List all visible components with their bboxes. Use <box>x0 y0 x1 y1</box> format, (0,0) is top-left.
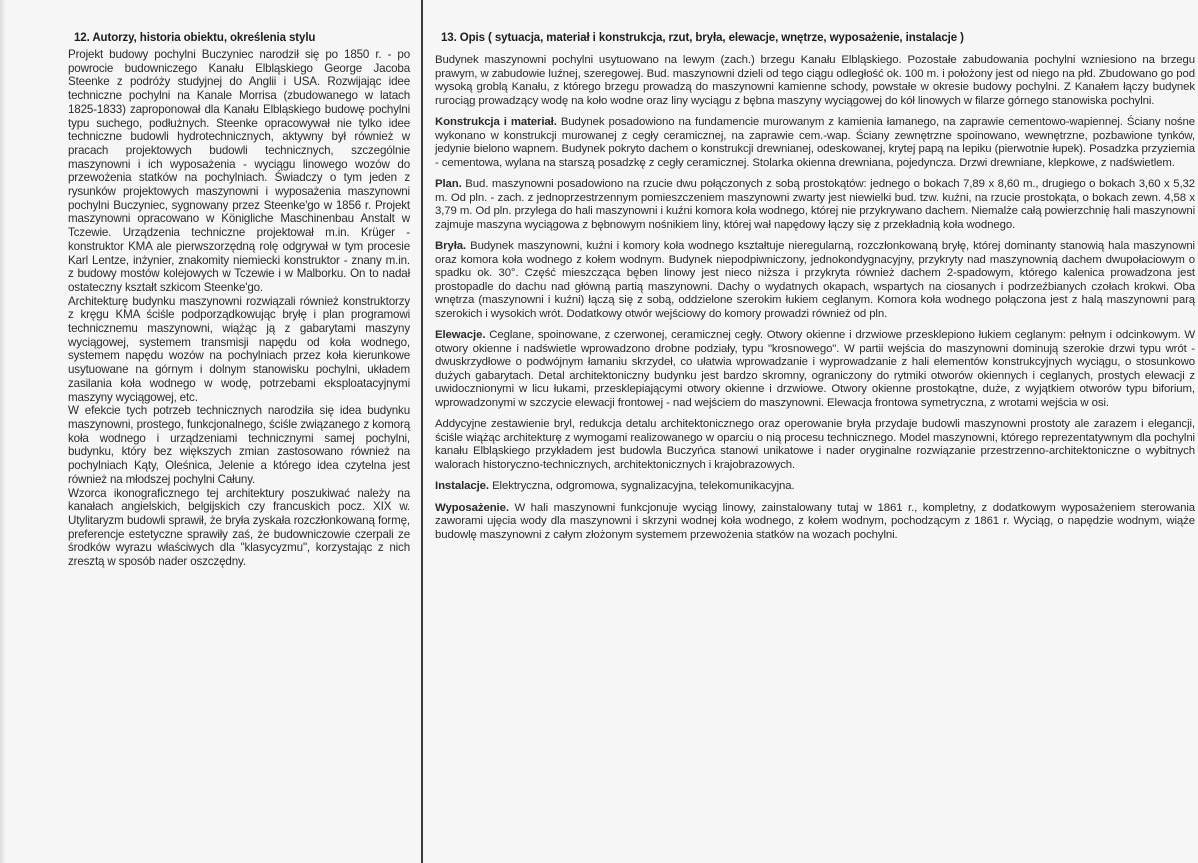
scan-edge <box>0 0 6 863</box>
section-text: Addycyjne zestawienie bryl, redukcja detalu architektonicznego oraz operowanie bryła przydaje budowli maszynowni prostoty ale zarazem i elegancji, ściśle wiążąc architekturę z wymogami realizowanego w oparciu o nią procesu technicznego. Model maszynowni, którego reprezentatywnym dla pochylni kanału Elbląskiego przykładem jest budowla Buczyńca stanowi unikatowe i nader oryginalne rozwiązanie przestrzenno-architektoniczne o wybitnych walorach historyczno-technicznych, architektonicznych i krajobrazowych. <box>435 418 1195 471</box>
section-elewacje <box>435 329 1195 410</box>
intro-paragraph: Budynek maszynowni pochylni usytuowano na lewym (zach.) brzegu Kanału Elbląskiego. Pozostałe zabudowania pochylni wzniesiono na brzegu prawym, w zabudowie luźnej, szeregowej. Bud. maszynowni dzieli od tego ciągu odległość ok. 100 m. i położony jest od niego na płd. Zbudowano go pod wysoką groblą Kanału, z którego brzegu prowadzą do maszynowni kamienne schody, powstałe w okresie budowy pochylni. Z Kanałem łączy budynek rurociąg prowadzący wodę na koło wodne oraz liny wyciągu z bębna maszyny wyciągowej do kół linowych w filarze górnego stanowiska pochylni. <box>435 54 1195 107</box>
right-column <box>435 32 1195 550</box>
section-label: Plan. <box>435 178 462 190</box>
section-13-body <box>435 54 1195 542</box>
section-text: Elektryczna, odgromowa, sygnalizacyjna, telekomunikacyjna. <box>489 480 795 492</box>
section-summary <box>435 418 1195 472</box>
left-column <box>68 32 410 569</box>
paragraph: Wzorca ikonograficznego tej architektury poszukiwać należy na kanałach angielskich, belgijskich czy francuskich pocz. XIX w. Utylitaryzm budowli sprawił, że bryła zyskała rozczłonkowaną formę, preferencje estetyczne sprawiły zaś, że budowniczowie czerpali ze środków wyrazu właściwych dla "klasycyzmu", korzystając z nich zresztą w sposób nader oszczędny. <box>68 486 410 569</box>
paragraph: Architekturę budynku maszynowni rozwiązali również konstruktorzy z kręgu KMA ściśle podporządkowując bryłę i plan programowi technicznemu maszynowni, wiążąc ją z gabarytami maszyny wyciągowej, systemem transmisji napędu od koła wodnego, systemem napędu wozów na pochylniach przez koła kierunkowe usytuowane na górnym i dolnym stanowisku pochylni, układem zasilania koła wodnego w wodę, potrzebami eksploatacyjnymi maszyny wyciągowej, etc. <box>68 294 410 404</box>
section-label: Elewacje. <box>435 329 486 341</box>
section-label: Instalacje. <box>435 480 489 492</box>
section-label: Wyposażenie. <box>435 501 509 514</box>
column-divider <box>421 0 423 863</box>
section-instalacje <box>435 480 1195 494</box>
section-plan <box>435 178 1195 232</box>
section-label: Bryła. <box>435 240 467 252</box>
section-text: Budynek maszynowni, kuźni i komory koła wodnego kształtuje nieregularną, rozczłonkowaną bryłę, której dominanty stanowią hala maszynowni oraz komora koła wodnego z kołem wodnym. Budynek niepodpiwniczony, jednokondygnacyjny, przykryty nad maszynownią dachem dwupołaciowym o spadku ok. 30°. Część mieszcząca bęben linowy jest nieco niższa i przykryta również dachem 2-spadowym, którego kalenica prowadzona jest prostopadle do dachu nad główną partią maszynowni. Dachy o wydatnych okapach, wspartych na ciosanych i podrzeźbianych czołach krokwi. Oba wnętrza (maszynowni i kuźni) łączą się z sobą, oddzielone szerokim łukiem ceglanym. Komora koła wodnego połączona jest z halą maszynowni parą szerokich i wysokich wrót. Dodatkowy otwór wejściowy do komory prowadzi również od pln. <box>435 240 1195 320</box>
section-bryla <box>435 240 1195 321</box>
section-13-heading: 13. Opis ( sytuacja, materiał i konstrukcja, rzut, bryła, elewacje, wnętrze, wyposażenie, instalacje ) <box>441 32 964 44</box>
section-text: Ceglane, spoinowane, z czerwonej, ceramicznej cegły. Otwory okienne i drzwiowe przesklepiono łukiem ceglanym: pełnym i odcinkowym. W otwory okienne i nadświetle wprowadzono drobne podziały, typu "krosnowego". W partii wejścia do maszynowni dominują szerokie drzwi typu wrót - dwuskrzydłowe o podwójnym łamaniu skrzydeł, co ułatwia wprowadzanie i wyprowadzanie z hali elementów konstrukcyjnych wyciągu, o stosunkowo dużych gabarytach. Detal architektoniczny budynku jest bardzo skromny, ograniczony do rytmiki otworów okiennych i ceglanych, prostych elewacji z uwidocznionymi w licu łukami, przesklepiającymi otwory okienne i drzwiowe. Otwory okienne prostokątne, duże, z wyjątkiem otworów typu biforium, wprowadzonymi w szczycie elewacji frontowej - nad wejściem do maszynowni. Elewacja frontowa symetryczna, z wrotami wejścia w osi. <box>435 329 1195 409</box>
section-text: Budynek posadowiono na fundamencie murowanym z kamienia łamanego, na zaprawie cementowo-wapiennej. Ściany nośne wykonano w konstrukcji murowanej z cegły ceramicznej, na zaprawie cem.-wap. Ściany zewnętrzne spoinowano, wewnętrzne, pozbawione tynków, jedynie bielono wapnem. Budynek pokryto dachem o konstrukcji drewnianej, odeskowanej, krytej papą na lepiku (pierwotnie łupek). Posadzka przyziemia - cementowa, wylana na starszą posadzkę z cegły ceramicznej. Stolarka okienna drewniana, pojedyncza. Drzwi drewniane, klepkowe, z nadświetlem. <box>435 116 1195 169</box>
paragraph: W efekcie tych potrzeb technicznych narodziła się idea budynku maszynowni, prostego, funkcjonalnego, ściśle związanego z komorą koła wodnego i urządzeniami technicznymi samej pochylni, budynku, który bez większych zmian zastosowano również na pochylniach Kąty, Oleśnica, Jelenie a którego idea czytelna jest również na młodszej pochylni Całuny. <box>68 404 410 486</box>
section-12-heading: 12. Autorzy, historia obiektu, określenia stylu <box>74 32 316 44</box>
section-text: Bud. maszynowni posadowiono na rzucie dwu połączonych z sobą prostokątów: jednego o bokach 7,89 x 8,60 m., drugiego o bokach 3,60 x 5,32 m. Od pln. - zach. z jednoprzestrzennym pomieszczeniem maszynowni zwarty jest niewielki bud. tzw. kuźni, na rzucie prostokąta, o bokach zewn. 4,58 x 3,79 m. Od pln. przylega do hali maszynowni i kuźni komora koła wodnego, której nie przykrywano dachem. Niemalże całą powierzchnię hali maszynowni zajmuje maszyna wyciągowa z bębnowym nośnikiem liny, której wał napędowy łączy się z przekładnią koła wodnego. <box>435 178 1195 231</box>
section-konstrukcja <box>435 116 1195 170</box>
section-wyposazenie <box>435 502 1195 543</box>
section-12-body <box>68 48 410 569</box>
section-label: Konstrukcja i materiał. <box>435 116 557 128</box>
paragraph: Projekt budowy pochylni Buczyniec narodził się po 1850 r. - po powrocie budowniczego Kanału Elbląskiego George Jacoba Steenke z podróży studyjnej do Anglii i USA. Rozwijając idee techniczne pochylni na Kanale Morrisa (zbudowanego w latach 1825-1833) zaproponował dla Kanału Elbląskiego budowę pochylni typu suchego, podłużnych. Steenke opracowywał nie tylko idee techniczne budowli hydrotechnicznych, aktywny był również w pracach projektowych budowli technicznych, szczególnie maszynowni i ich wyposażenia - wyciągu linowego wozów do przewożenia statków na pochylniach. Świadczy o tym jeden z rysunków projektowych maszynowni i wyposażenia maszynowni pochylni Buczyniec, sygnowany przez Steenke'go w 1856 r. Projekt maszynowni opracowano w Königliche Maschinenbau Anstalt w Tczewie. Urządzenia techniczne projektował m.in. Krüger - konstruktor KMA ale pierwszorzędną rolę odgrywał w tym procesie Karl Lentze, inżynier, znakomity niemiecki konstruktor - znany m.in. z budowy mostów kolejowych w Tczewie i w Malborku. On to nadał ostateczny kształt szkicom Steenke'go. <box>68 48 410 294</box>
section-text: W hali maszynowni funkcjonuje wyciąg linowy, zainstalowany tutaj w 1861 r., kompletny, z dodatkowym wyposażeniem sterowania zaworami ujęcia wody dla maszynowni i skrzyni wodnej koła wodnego, z kołem wodnym, pochodzącym z 1861 r. Wyciąg, o napędzie wodnym, wiąże budowlę maszynowni z całym złożonym systemem przewożenia statków na wozach pochylni. <box>435 501 1195 541</box>
